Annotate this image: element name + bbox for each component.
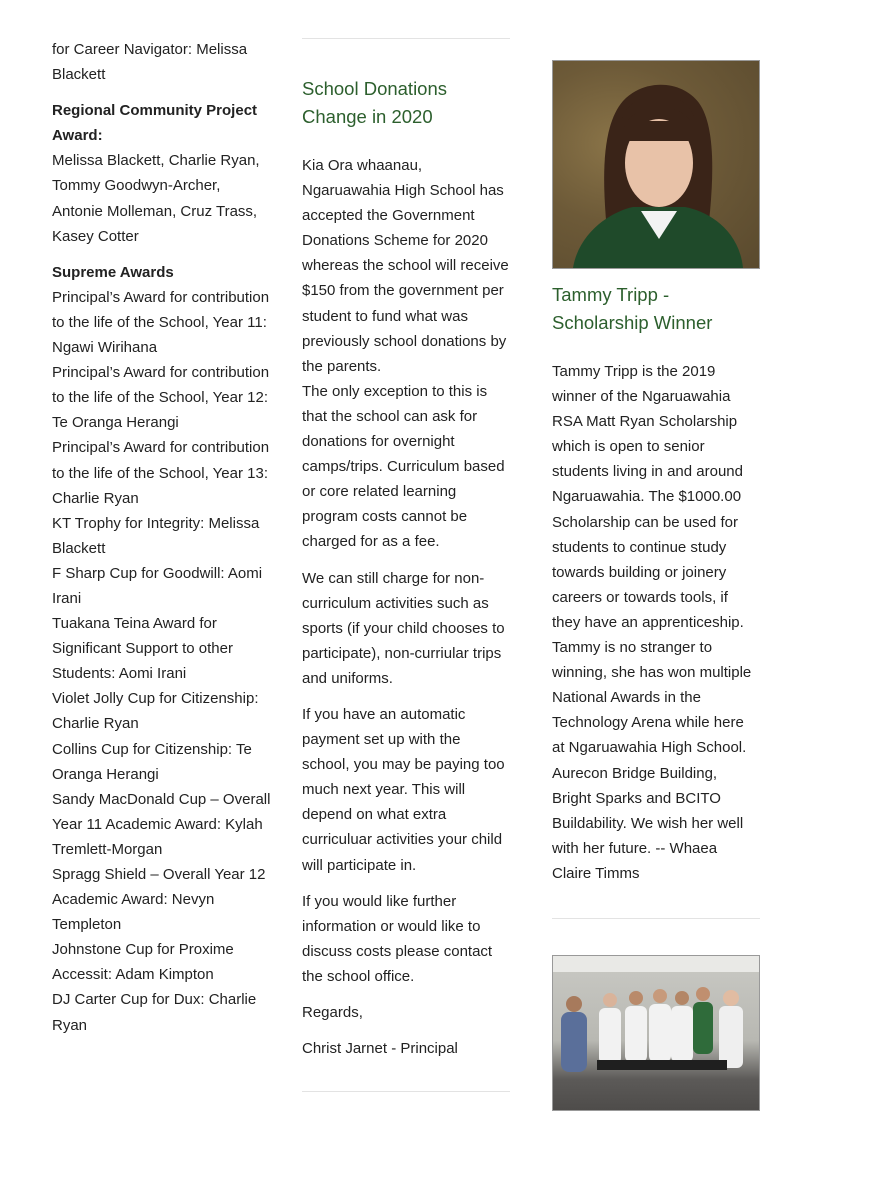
scholarship-divider (552, 918, 760, 919)
bottom-divider (302, 1091, 510, 1092)
principal-signature: Christ Jarnet - Principal (302, 1040, 458, 1058)
award-item: Sandy MacDonald Cup – Overall Year 11 Academic Award: Kylah Tremlett-Morgan (52, 790, 271, 858)
award-item: Principal’s Award for contribution to the life of the School, Year 12: Te Oranga Herangi (52, 364, 270, 432)
award-item: Principal’s Award for contribution to the life of the School, Year 13: Charlie Ryan (52, 439, 270, 507)
donations-paragraph: We can still charge for non-curriculum activities such as sports (if your child chooses to participate), non-curriular trips and uniforms. (302, 569, 505, 687)
award-item: KT Trophy for Integrity: Melissa Blackett (52, 514, 260, 557)
award-item: F Sharp Cup for Goodwill: Aomi Irani (52, 564, 263, 607)
donations-title: School Donations Change in 2020 (302, 78, 448, 127)
portrait-icon (553, 61, 759, 268)
donations-paragraph: Kia Ora whaanau, Ngaruawahia High School has accepted the Government Donations Scheme for 2020 whereas the school will receive $150 from the government per student to fund what was previously school donations by the parents. (302, 157, 509, 375)
donations-paragraph: The only exception to this is that the school can ask for donations for overnight camps/trips. Curriculum based or core related learning program costs cannot be charged for as a fee. (302, 382, 505, 551)
regards-text: Regards, (302, 1004, 363, 1021)
awards-column (52, 37, 272, 1038)
scholarship-body: Tammy Tripp is the 2019 winner of the Ngaruawahia RSA Matt Ryan Scholarship which is open to senior students living in and around Ngaruawahia. The $1000.00 Scholarship can be used for students to continue study towards building or joinery careers or towards tools, if they have an apprenticeship. Tammy is no stranger to winning, she has won multiple National Awards in the Technology Arena while here at Ngaruawahia High School. Aurecon Bridge Building, Bright Sparks and BCITO Buildability. We wish her well with her future. -- Whaea Claire Timms (552, 363, 752, 882)
award-item: Spragg Shield – Overall Year 12 Academic Award: Nevyn Templeton (52, 866, 266, 934)
award-item: DJ Carter Cup for Dux: Charlie Ryan (52, 991, 257, 1034)
award-item: Principal’s Award for contribution to the life of the School, Year 11: Ngawi Wirihana (52, 288, 270, 357)
donations-paragraph: If you would like further information or would like to discuss costs please contact the school office. (302, 892, 493, 985)
donations-article (302, 0, 510, 1092)
career-navigator-award: for Career Navigator: Melissa Blackett (52, 41, 248, 84)
donations-paragraph: If you have an automatic payment set up with the school, you may be paying too much next year. This will depend on what extra curriculuar activities your child will participate in. (302, 705, 505, 874)
regional-award-names: Melissa Blackett, Charlie Ryan, Tommy Goodwyn-Archer, Antonie Molleman, Cruz Trass, Kasey Cotter (52, 152, 260, 245)
scholarship-article (552, 0, 760, 1111)
group-icon (553, 956, 759, 1110)
supreme-awards-heading: Supreme Awards (52, 263, 174, 281)
award-item: Tuakana Teina Award for Significant Support to other Students: Aomi Irani (52, 615, 233, 683)
award-item: Collins Cup for Citizenship: Te Oranga Herangi (52, 740, 252, 783)
award-item: Violet Jolly Cup for Citizenship: Charlie Ryan (52, 690, 259, 733)
group-photo (552, 955, 760, 1111)
tammy-tripp-photo (552, 60, 760, 269)
top-divider (302, 38, 510, 39)
regional-award-heading: Regional Community Project Award: (52, 102, 258, 145)
award-item: Johnstone Cup for Proxime Accessit: Adam Kimpton (52, 941, 234, 984)
scholarship-title: Tammy Tripp - Scholarship Winner (552, 284, 713, 333)
